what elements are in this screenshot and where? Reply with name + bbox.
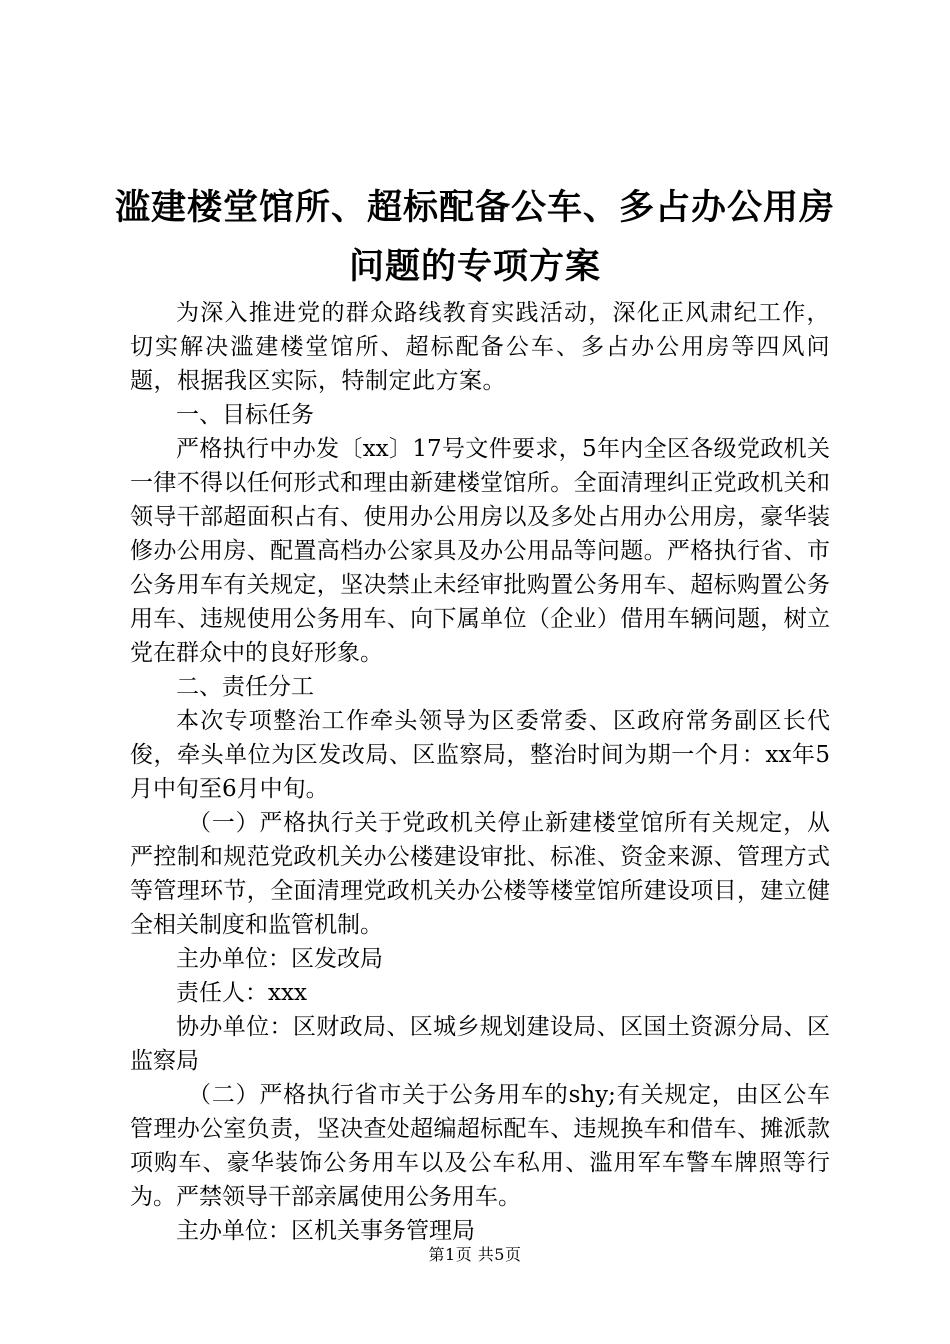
responsibility-paragraph: 本次专项整治工作牵头领导为区委常委、区政府常务副区长代俊，牵头单位为区发改局、区监察局，整治时间为期一个月：xx年5月中旬至6月中旬。 xyxy=(130,708,830,802)
lead-unit-line-1: 主办单位：区发改局 xyxy=(176,946,383,972)
intro-paragraph: 为深入推进党的群众路线教育实践活动，深化正风肃纪工作，切实解决滥建楼堂馆所、超标配备公车、多占办公用房等四风问题，根据我区实际，特制定此方案。 xyxy=(130,300,830,394)
assisting-units-line: 协办单位：区财政局、区城乡规划建设局、区国土资源分局、区监察局 xyxy=(130,1014,830,1074)
document-body xyxy=(130,296,830,1248)
item-one-paragraph: （一）严格执行关于党政机关停止新建楼堂馆所有关规定，从严控制和规范党政机关办公楼建设审批、标准、资金来源、管理方式等管理环节，全面清理党政机关办公楼等楼堂馆所建设项目，建立健全相关制度和监管机制。 xyxy=(130,810,830,938)
section-heading-goals: 一、目标任务 xyxy=(176,402,314,428)
lead-unit-line-2: 主办单位：区机关事务管理局 xyxy=(176,1218,475,1244)
document-title-line-2: 问题的专项方案 xyxy=(348,247,601,287)
responsible-person-line: 责任人：xxx xyxy=(176,980,307,1006)
document-title-line-1: 滥建楼堂馆所、超标配备公车、多占办公用房 xyxy=(114,188,835,228)
section-heading-responsibility: 二、责任分工 xyxy=(176,674,314,700)
item-two-paragraph: （二）严格执行省市关于公务用车的shy;有关规定，由区公车管理办公室负责，坚决查处超编超标配车、违规换车和借车、摊派款项购车、豪华装饰公务用车以及公车私用、滥用军车警车牌照等行为。严禁领导干部亲属使用公务用车。 xyxy=(130,1082,830,1210)
goals-paragraph: 严格执行中办发〔xx〕17号文件要求，5年内全区各级党政机关一律不得以任何形式和理由新建楼堂馆所。全面清理纠正党政机关和领导干部超面积占有、使用办公用房以及多处占用办公用房，豪华装修办公用房、配置高档办公家具及办公用品等问题。严格执行省、市公务用车有关规定，坚决禁止未经审批购置公务用车、超标购置公务用车、违规使用公务用车、向下属单位（企业）借用车辆问题，树立党在群众中的良好形象。 xyxy=(130,436,830,666)
page-footer: 第1页 共5页 xyxy=(428,1245,522,1264)
